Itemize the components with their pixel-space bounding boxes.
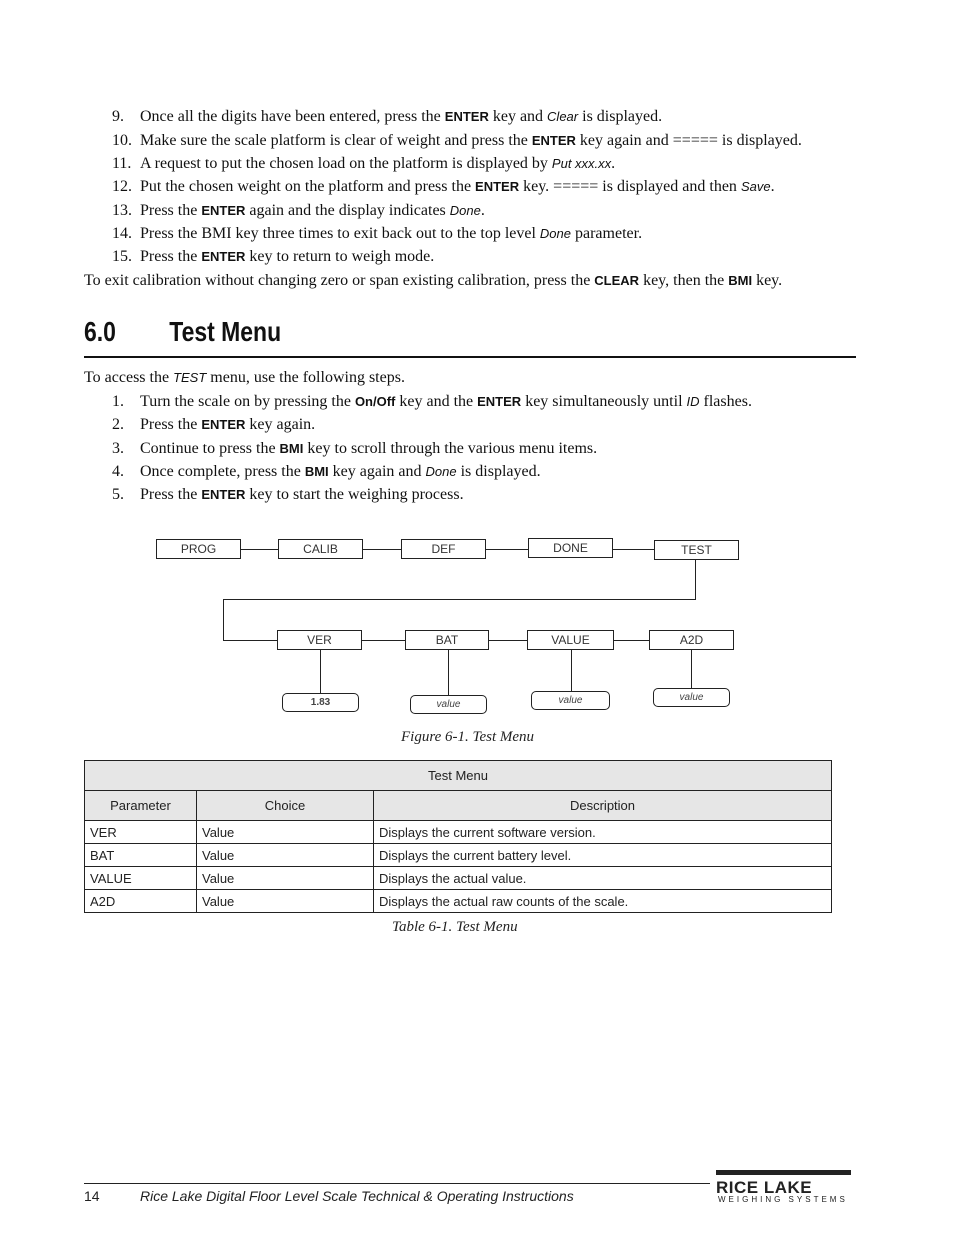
display-text: Done [539,226,571,241]
footer-rule [84,1183,710,1184]
step-item [0,439,954,459]
table-cell: VER [85,821,197,844]
step-number: 13. [112,202,132,219]
key-name: ENTER [444,109,489,124]
menu-box-test: TEST [654,540,739,560]
step-text [140,177,775,197]
step-number: 12. [112,178,132,195]
step-item [0,177,954,197]
step-text [140,107,662,127]
connector [488,640,527,641]
connector [691,650,692,689]
step-text [140,247,434,267]
logo-bar [716,1170,851,1175]
step-item [0,247,954,267]
exit-note [84,271,782,291]
menu-box-a2d: A2D [649,630,734,650]
text-run: Press the [140,486,202,503]
text-run: key again and [328,463,426,480]
connector [320,650,321,694]
text-run: is displayed. [456,463,541,480]
text-run: flashes. [699,393,752,410]
table-cell: Displays the current battery level. [374,844,832,867]
step-number: 14. [112,225,132,242]
table-cell: Value [197,867,374,890]
step-text [140,224,642,244]
step-text [140,415,315,435]
text-run: Make sure the scale platform is clear of weight and press the [140,132,532,149]
value-pill-ver: 1.83 [282,693,359,712]
key-name: BMI [304,464,329,479]
text-run: Turn the scale on by pressing the [140,393,355,410]
text-run: key to return to weigh mode. [245,248,435,265]
key-name: ENTER [201,203,246,218]
step-item [0,462,954,482]
display-text: Done [449,203,481,218]
table-row [85,821,832,844]
text-run: key again. [245,416,316,433]
step-item [0,201,954,221]
menu-box-bat: BAT [405,630,489,650]
text-run: . [770,178,775,195]
text-run: key and [488,108,548,125]
text-run: key, then the [639,272,729,289]
step-text [140,462,541,482]
section-rule [84,356,856,358]
text-run: key and the [395,393,478,410]
display-text: Clear [547,109,579,124]
display-text: Save [740,179,771,194]
text-run: Press the [140,202,202,219]
step-number: 4. [112,463,124,480]
step-text [140,439,597,459]
display-text: ID [686,394,700,409]
table-header-row [85,791,832,821]
key-name: CLEAR [594,273,640,288]
menu-box-ver: VER [277,630,362,650]
connector [362,549,402,550]
step-item [0,485,954,505]
page-number: 14 [84,1188,100,1204]
menu-box-def: DEF [401,539,486,559]
step-number: 5. [112,486,124,503]
connector [240,549,278,550]
text-run: To exit calibration without changing zero or span existing calibration, press the [84,272,595,289]
step-number: 9. [112,108,124,125]
figure-caption: Figure 6-1. Test Menu [401,729,535,745]
table-cell: Displays the current software version. [374,821,832,844]
table-cell: A2D [85,890,197,913]
display-text: Done [425,464,457,479]
text-run: key to start the weighing process. [245,486,464,503]
table-caption: Table 6-1. Test Menu [392,919,518,935]
step-item [0,224,954,244]
step-item [0,392,954,412]
text-run: Press the BMI key three times to exit back out to the top level [140,225,540,242]
display-text: Put xxx.xx [551,156,612,171]
column-header: Parameter [85,791,197,821]
company-logo-subtext: WEIGHING SYSTEMS [718,1195,848,1204]
menu-box-done: DONE [528,538,613,558]
key-name: BMI [279,441,304,456]
step-text [140,392,752,412]
table-cell: Value [197,844,374,867]
step-number: 11. [112,155,132,172]
text-run: is displayed. [578,108,663,125]
step-text [140,154,615,174]
step-number: 15. [112,248,132,265]
step-text [140,485,464,505]
section-title: Test Menu [169,316,282,347]
step-number: 1. [112,393,124,410]
connector [695,560,696,599]
table-title-row [85,761,832,791]
text-run: Once complete, press the [140,463,305,480]
key-name: BMI [728,273,753,288]
value-pill-bat: value [410,695,487,714]
menu-box-value: VALUE [527,630,614,650]
text-run: menu, use the following steps. [206,369,405,386]
table-title: Test Menu [85,761,832,791]
text-run: parameter. [571,225,643,242]
connector [613,640,650,641]
key-name: ENTER [475,179,520,194]
step-item [0,131,954,151]
connector [223,599,696,600]
menu-box-prog: PROG [156,539,241,559]
text-run: key. ===== is displayed and then [519,178,741,195]
text-run: Once all the digits have been entered, press the [140,108,445,125]
connector [486,549,528,550]
text-run: . [480,202,485,219]
text-run: Continue to press the [140,440,280,457]
key-name: ENTER [201,417,246,432]
key-name: ENTER [201,249,246,264]
connector [223,599,224,640]
table-row [85,867,832,890]
key-name: ENTER [201,487,246,502]
connector [448,650,449,696]
table-cell: Displays the actual raw counts of the scale. [374,890,832,913]
value-pill-a2d: value [653,688,730,707]
key-name: ENTER [531,133,576,148]
table-cell: Value [197,890,374,913]
display-text: TEST [173,370,207,385]
connector [612,549,654,550]
step-text [140,131,802,151]
text-run: Press the [140,248,202,265]
text-run: . [611,155,616,172]
step-text [140,201,485,221]
text-run: key to scroll through the various menu items. [303,440,598,457]
step-number: 2. [112,416,124,433]
table-row [85,844,832,867]
text-run: Press the [140,416,202,433]
intro-text [84,368,405,388]
column-header: Choice [197,791,374,821]
text-run: again and the display indicates [245,202,450,219]
step-number: 3. [112,440,124,457]
section-heading [84,316,281,348]
test-menu-table [84,760,832,913]
table-cell: Displays the actual value. [374,867,832,890]
text-run: A request to put the chosen load on the platform is displayed by [140,155,552,172]
key-name: On/Off [354,394,396,409]
text-run: To access the [84,369,174,386]
value-pill-value: value [531,691,610,710]
document-title: Rice Lake Digital Floor Level Scale Technical & Operating Instructions [140,1188,574,1204]
step-item [0,154,954,174]
step-number: 10. [112,132,132,149]
menu-box-calib: CALIB [278,539,363,559]
text-run: key. [752,272,783,289]
text-run: key simultaneously until [521,393,687,410]
connector [362,640,405,641]
connector [223,640,278,641]
table-cell: VALUE [85,867,197,890]
text-run: key again and ===== is displayed. [575,132,802,149]
column-header: Description [374,791,832,821]
company-logo: RICE LAKE [716,1178,813,1197]
table-cell: BAT [85,844,197,867]
section-number: 6.0 [84,316,116,347]
connector [571,650,572,692]
key-name: ENTER [477,394,522,409]
table-cell: Value [197,821,374,844]
table-row [85,890,832,913]
step-item [0,107,954,127]
step-item [0,415,954,435]
text-run: Put the chosen weight on the platform and press the [140,178,476,195]
